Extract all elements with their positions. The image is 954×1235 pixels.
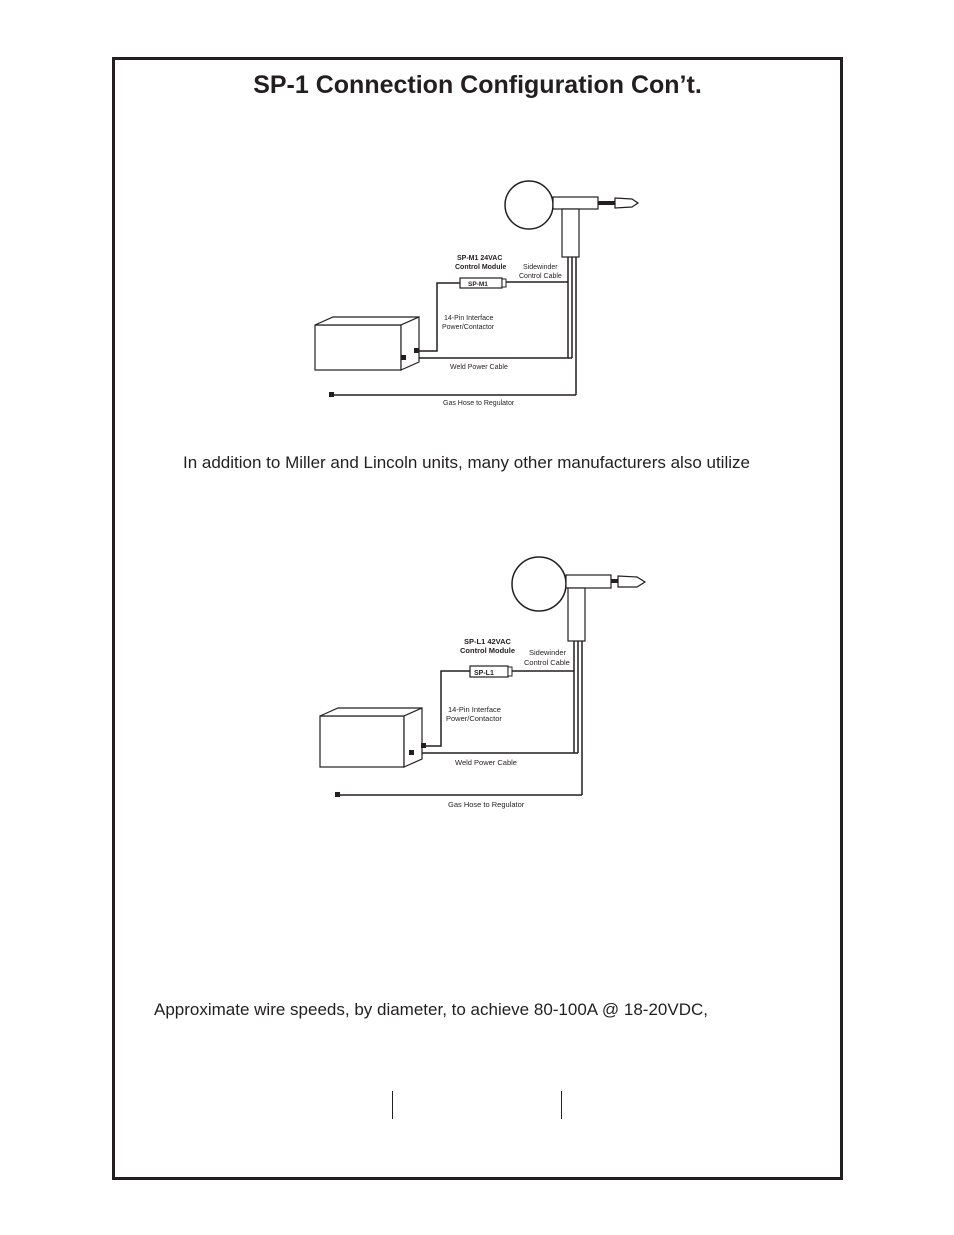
power-source-side <box>401 317 419 370</box>
control-cable-line2: Control Cable <box>519 273 562 280</box>
gun-barrel <box>566 575 611 588</box>
page-title: SP-1 Connection Configuration Con’t. <box>253 71 702 99</box>
control-cable-line2: Control Cable <box>524 658 570 667</box>
gun-tip <box>618 576 645 587</box>
control-cable-line1: Sidewinder <box>523 264 558 271</box>
module-title-line2: Control Module <box>460 646 515 655</box>
table-divider-right <box>561 1091 562 1119</box>
gun-handle <box>562 209 579 257</box>
gas-hose-label: Gas Hose to Regulator <box>443 400 515 407</box>
interface-line2: Power/Contactor <box>446 714 502 723</box>
gun-tip <box>615 198 638 208</box>
interface-line1: 14-Pin Interface <box>444 315 494 322</box>
weld-cable-label: Weld Power Cable <box>450 364 508 371</box>
power-source-side <box>404 708 422 767</box>
wire-spool <box>512 557 566 611</box>
miller-connection-diagram <box>310 175 650 415</box>
gun-barrel <box>553 197 598 209</box>
weld-cable-label: Weld Power Cable <box>455 758 517 767</box>
gas-hose-label: Gas Hose to Regulator <box>448 800 525 809</box>
interface-line2: Power/Contactor <box>442 324 495 331</box>
module-title-line1: SP-L1 42VAC <box>464 637 511 646</box>
table-divider-left <box>392 1091 393 1119</box>
interface-line1: 14-Pin Interface <box>448 705 501 714</box>
power-source-front <box>315 325 401 370</box>
paragraph-wire-speeds: Approximate wire speeds, by diameter, to achieve 80-100A @ 18-20VDC, <box>154 1000 708 1019</box>
lincoln-connection-diagram <box>315 550 655 815</box>
control-cable-line1: Sidewinder <box>529 648 567 657</box>
module-label: SP-L1 <box>474 670 494 677</box>
module-title-line2: Control Module <box>455 264 507 271</box>
module-label: SP-M1 <box>468 281 488 288</box>
power-source-front <box>320 716 404 767</box>
gun-handle <box>568 588 585 641</box>
module-title-line1: SP-M1 24VAC <box>457 255 503 262</box>
paragraph-other-manufacturers: In addition to Miller and Lincoln units, many other manufacturers also utilize <box>183 453 750 472</box>
wire-spool <box>505 181 553 229</box>
